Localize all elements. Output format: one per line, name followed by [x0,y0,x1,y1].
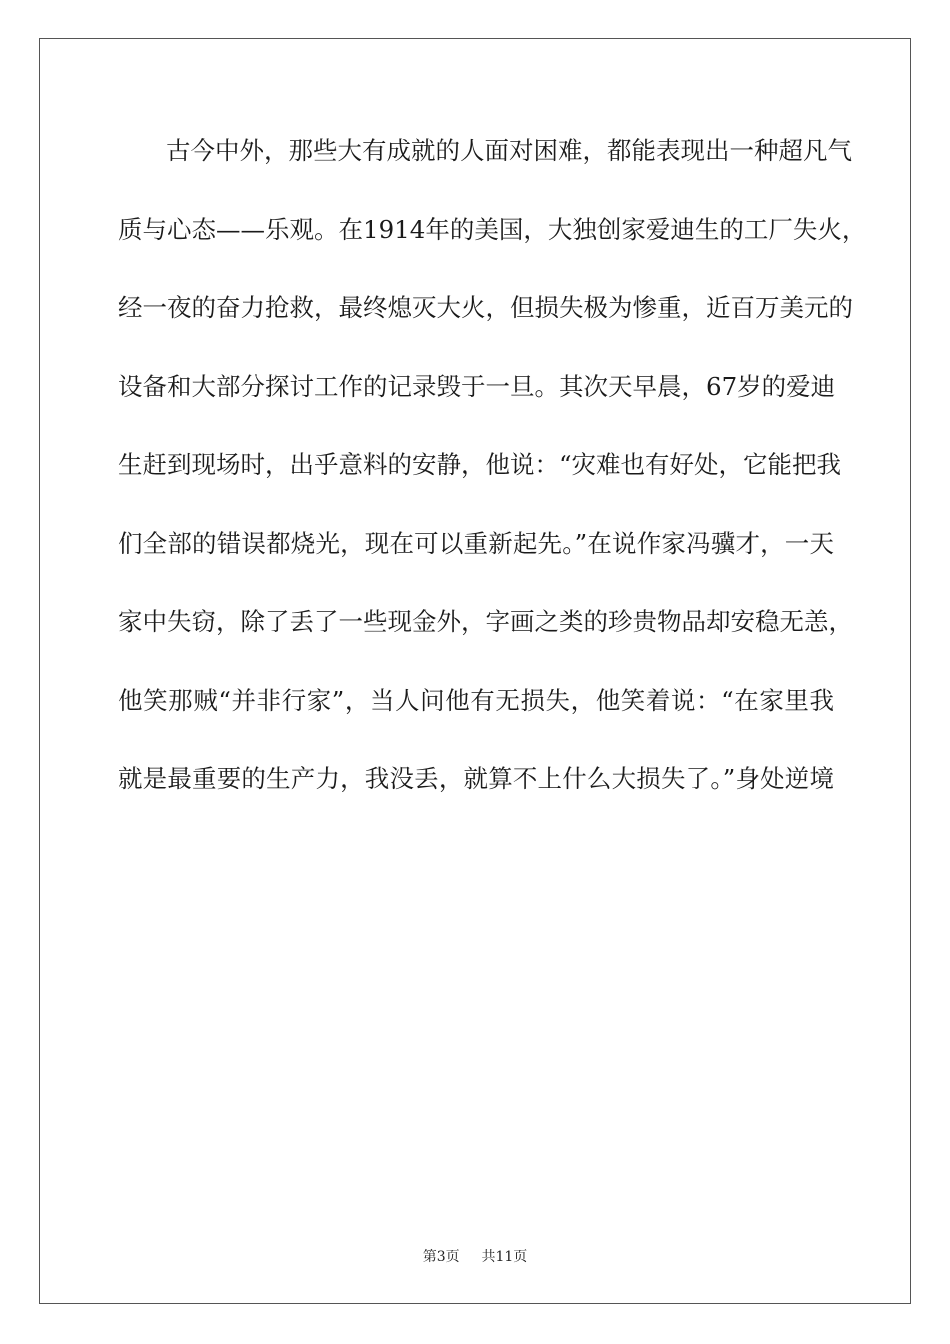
document-body [118,133,867,840]
page-footer [0,1246,950,1266]
paragraph-line: 家中失窃，除了丢了一些现金外，字画之类的珍贵物品却安稳无恙， [118,607,853,636]
paragraph-line: 设备和大部分探讨工作的记录毁于一旦。其次天早晨，67岁的爱迪 [118,371,836,401]
paragraph-line: 质与心态——乐观。在1914年的美国，大独创家爱迪生的工厂失火， [118,214,867,244]
paragraph-line: 古今中外，那些大有成就的人面对困难，都能表现出一种超凡气 [166,136,852,165]
paragraph-line: 们全部的错误都烧光，现在可以重新起先。”在说作家冯骥才，一天 [118,528,834,558]
paragraph-line: 经一夜的奋力抢救，最终熄灭大火，但损失极为惨重，近百万美元的 [118,293,853,322]
page-number: 第3页 [422,1249,460,1265]
paragraph-line: 生赶到现场时，出乎意料的安静，他说：“灾难也有好处，它能把我 [118,450,842,479]
paragraph-line: 就是最重要的生产力，我没丢，就算不上什么大损失了。”身处逆境 [118,764,834,793]
page-total: 共11页 [481,1249,528,1265]
paragraph-line: 他笑那贼“并非行家”，当人问他有无损失，他笑着说：“在家里我 [118,685,834,715]
